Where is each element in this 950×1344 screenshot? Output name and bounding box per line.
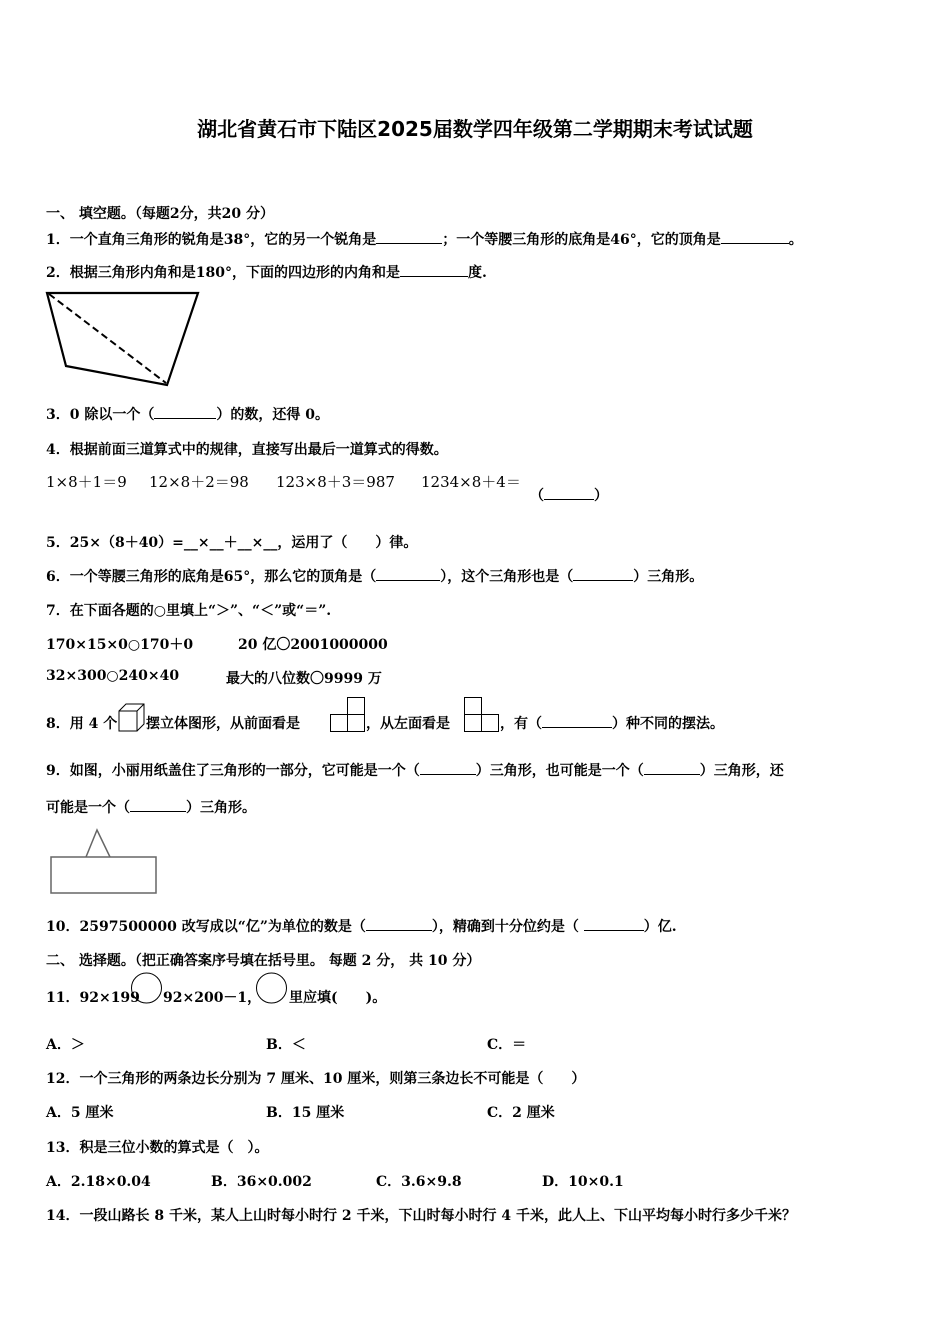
q11-option-b[interactable]: B．＜ xyxy=(266,1037,306,1053)
q7-row2-a: 32×300○240×40 xyxy=(46,668,180,684)
q12-option-c[interactable]: C．2 厘米 xyxy=(487,1105,555,1121)
q8-text-d: ，有（ xyxy=(500,716,542,732)
q6-text-b: ），这个三角形也是（ xyxy=(440,569,574,585)
q2-text-a: 2．根据三角形内角和是180°，下面的四边形的内角和是 xyxy=(46,265,400,281)
q13-option-c[interactable]: C．3.6×9.8 xyxy=(376,1174,462,1190)
q9-text-d: 可能是一个（ xyxy=(46,800,130,816)
question-14: 14．一段山路长 8 千米，某人上山时每小时行 2 千米，下山时每小时行 4 千米，此人上、下山平均每小时行多少千米？ xyxy=(46,1208,796,1224)
page-title: 湖北省黄石市下陆区2025届数学四年级第二学期期末考试试题 xyxy=(197,117,753,141)
q11-text-c: 里应填( )。 xyxy=(289,990,387,1006)
q4-expr-3: 123×8＋3＝987 xyxy=(276,473,395,491)
q1-text-a: 1．一个直角三角形的锐角是38°，它的另一个锐角是 xyxy=(46,232,377,248)
q8-text-a: 8．用 4 个 xyxy=(46,716,118,732)
q13-option-a[interactable]: A．2.18×0.04 xyxy=(46,1174,151,1190)
circle-blank-icon xyxy=(130,972,164,1004)
q12-option-a[interactable]: A．5 厘米 xyxy=(46,1105,114,1121)
circle-blank-icon xyxy=(255,972,289,1004)
q7-row2-b: 最大的八位数〇9999 万 xyxy=(226,671,382,687)
q10-text-b: ），精确到十分位约是（ xyxy=(431,919,584,935)
question-5: 5．25×（8＋40）=__×__＋__×__，运用了（ ）律。 xyxy=(46,535,418,551)
q4-expr-1: 1×8＋1＝9 xyxy=(46,473,127,491)
q11-text-b: 92×200－1， xyxy=(163,990,262,1006)
q11-option-a[interactable]: A．＞ xyxy=(46,1037,85,1053)
q11-option-c[interactable]: C．＝ xyxy=(487,1037,527,1053)
q3-text-b: ）的数，还得 0。 xyxy=(216,407,329,423)
question-7: 7．在下面各题的○里填上“＞”、“＜”或“＝”. xyxy=(46,603,332,619)
q8-text-b: 摆立体图形，从前面看是 xyxy=(146,716,300,732)
q1-text-c: 。 xyxy=(788,232,803,248)
paren-close: ） xyxy=(594,488,608,504)
q13-option-d[interactable]: D．10×0.1 xyxy=(542,1174,624,1190)
q9-text-e: ）三角形。 xyxy=(186,800,256,816)
q11-text-a: 11．92×199 xyxy=(46,990,140,1006)
q9-text-b: ）三角形，也可能是一个（ xyxy=(475,763,644,779)
q13-option-b[interactable]: B．36×0.002 xyxy=(211,1174,312,1190)
question-4: 4．根据前面三道算式中的规律，直接写出最后一道算式的得数。 xyxy=(46,442,448,458)
answer-blank[interactable] xyxy=(584,916,644,931)
q4-expr-2: 12×8＋2＝98 xyxy=(149,473,249,491)
question-10 xyxy=(46,916,677,936)
q4-expr-4: 1234×8＋4＝ xyxy=(421,473,521,491)
q1-text-b: ；一个等腰三角形的底角是46°，它的顶角是 xyxy=(442,232,721,248)
answer-blank[interactable] xyxy=(366,916,432,931)
q8-text-c: ，从左面看是 xyxy=(366,716,450,732)
q9-text-a: 9．如图，小丽用纸盖住了三角形的一部分，它可能是一个（ xyxy=(46,763,420,779)
q12-option-b[interactable]: B．15 厘米 xyxy=(266,1105,345,1121)
q2-text-b: 度. xyxy=(467,265,487,281)
q10-text-a: 10．2597500000 改写成以“亿”为单位的数是（ xyxy=(46,919,366,935)
q3-text-a: 3．0 除以一个（ xyxy=(46,407,155,423)
q6-text-c: ）三角形。 xyxy=(633,569,704,585)
paren-open: （ xyxy=(530,488,544,504)
q7-row1-b: 20 亿〇2001000000 xyxy=(238,637,388,653)
q6-text-a: 6．一个等腰三角形的底角是65°，那么它的顶角是（ xyxy=(46,569,377,585)
section1-heading: 一、 填空题。（每题2分，共20 分） xyxy=(46,206,274,222)
section2-heading: 二、 选择题。（把正确答案序号填在括号里。 每题 2 分， 共 10 分） xyxy=(46,953,481,969)
question-13: 13．积是三位小数的算式是（ ）。 xyxy=(46,1140,269,1156)
question-12: 12．一个三角形的两条边长分别为 7 厘米、10 厘米，则第三条边长不可能是（ ） xyxy=(46,1071,586,1087)
q8-text-e: ）种不同的摆法。 xyxy=(612,716,724,732)
q7-row1-a: 170×15×0○170＋0 xyxy=(46,637,194,653)
q10-text-c: ）亿. xyxy=(643,919,677,935)
q9-text-c: ）三角形，还 xyxy=(699,763,784,779)
